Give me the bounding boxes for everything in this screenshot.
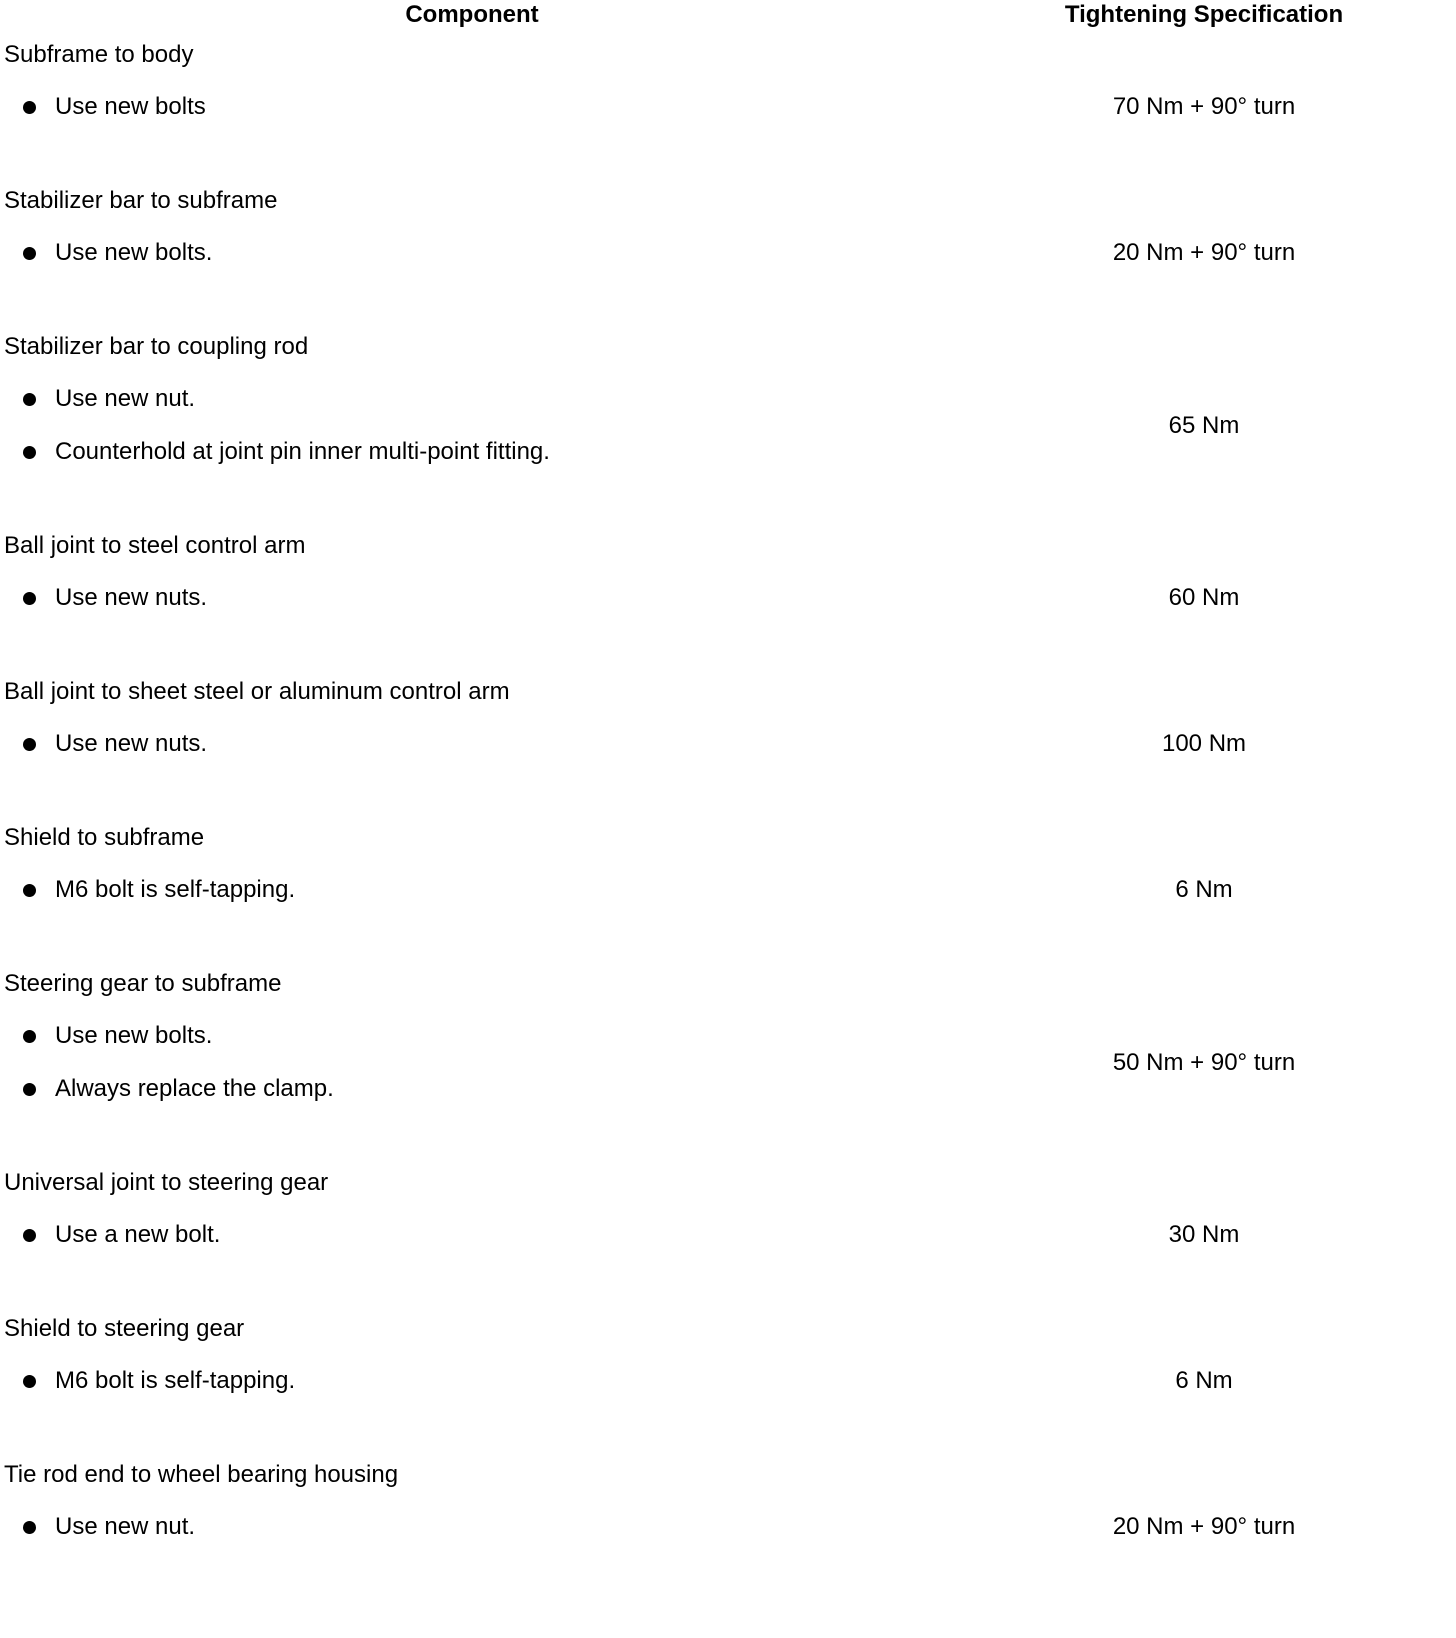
bullet-icon: [23, 1521, 36, 1534]
note-text: Counterhold at joint pin inner multi-point fitting.: [55, 438, 550, 465]
component-column-header: Component: [405, 1, 539, 28]
tightening-spec: 20 Nm + 90° turn: [1112, 239, 1296, 266]
bullet-icon: [23, 101, 36, 114]
bullet-icon: [23, 1375, 36, 1388]
note-text: M6 bolt is self-tapping.: [55, 876, 296, 903]
bullet-icon: [23, 738, 36, 751]
component-title: Steering gear to subframe: [4, 970, 282, 997]
note-text: Use new nut.: [55, 1513, 196, 1540]
note-text: M6 bolt is self-tapping.: [55, 1367, 296, 1394]
tightening-spec: 20 Nm + 90° turn: [1112, 1513, 1296, 1540]
tightening-spec: 6 Nm: [1175, 1367, 1233, 1394]
tightening-spec: 65 Nm: [1168, 411, 1240, 439]
note-text: Use new bolts.: [55, 239, 213, 266]
component-title: Shield to steering gear: [4, 1315, 245, 1342]
bullet-icon: [23, 1083, 36, 1096]
component-title: Ball joint to steel control arm: [4, 532, 306, 559]
note-text: Use a new bolt.: [55, 1221, 221, 1248]
note-text: Use new nuts.: [55, 584, 208, 611]
tightening-spec: 50 Nm + 90° turn: [1112, 1048, 1296, 1076]
bullet-icon: [23, 592, 36, 605]
tightening-spec: 100 Nm: [1161, 730, 1247, 757]
note-text: Always replace the clamp.: [55, 1075, 334, 1102]
bullet-icon: [23, 1030, 36, 1043]
tightening-spec: 6 Nm: [1175, 876, 1233, 903]
tightening-spec: 70 Nm + 90° turn: [1112, 93, 1296, 120]
bullet-icon: [23, 1229, 36, 1242]
component-title: Subframe to body: [4, 41, 194, 68]
table-header: [0, 0, 1456, 30]
component-title: Stabilizer bar to subframe: [4, 187, 278, 214]
bullet-icon: [23, 446, 36, 459]
bullet-icon: [23, 884, 36, 897]
note-text: Use new bolts.: [55, 1022, 213, 1049]
component-title: Ball joint to sheet steel or aluminum control arm: [4, 678, 510, 705]
note-text: Use new nut.: [55, 385, 196, 412]
tightening-spec: 30 Nm: [1168, 1221, 1240, 1248]
bullet-icon: [23, 247, 36, 260]
component-title: Tie rod end to wheel bearing housing: [4, 1461, 399, 1488]
note-text: Use new bolts: [55, 93, 206, 120]
tightening-spec: 60 Nm: [1168, 584, 1240, 611]
component-title: Shield to subframe: [4, 824, 205, 851]
specification-column-header: Tightening Specification: [1064, 1, 1344, 28]
note-text: Use new nuts.: [55, 730, 208, 757]
bullet-icon: [23, 393, 36, 406]
component-title: Stabilizer bar to coupling rod: [4, 333, 309, 360]
component-title: Universal joint to steering gear: [4, 1169, 329, 1196]
